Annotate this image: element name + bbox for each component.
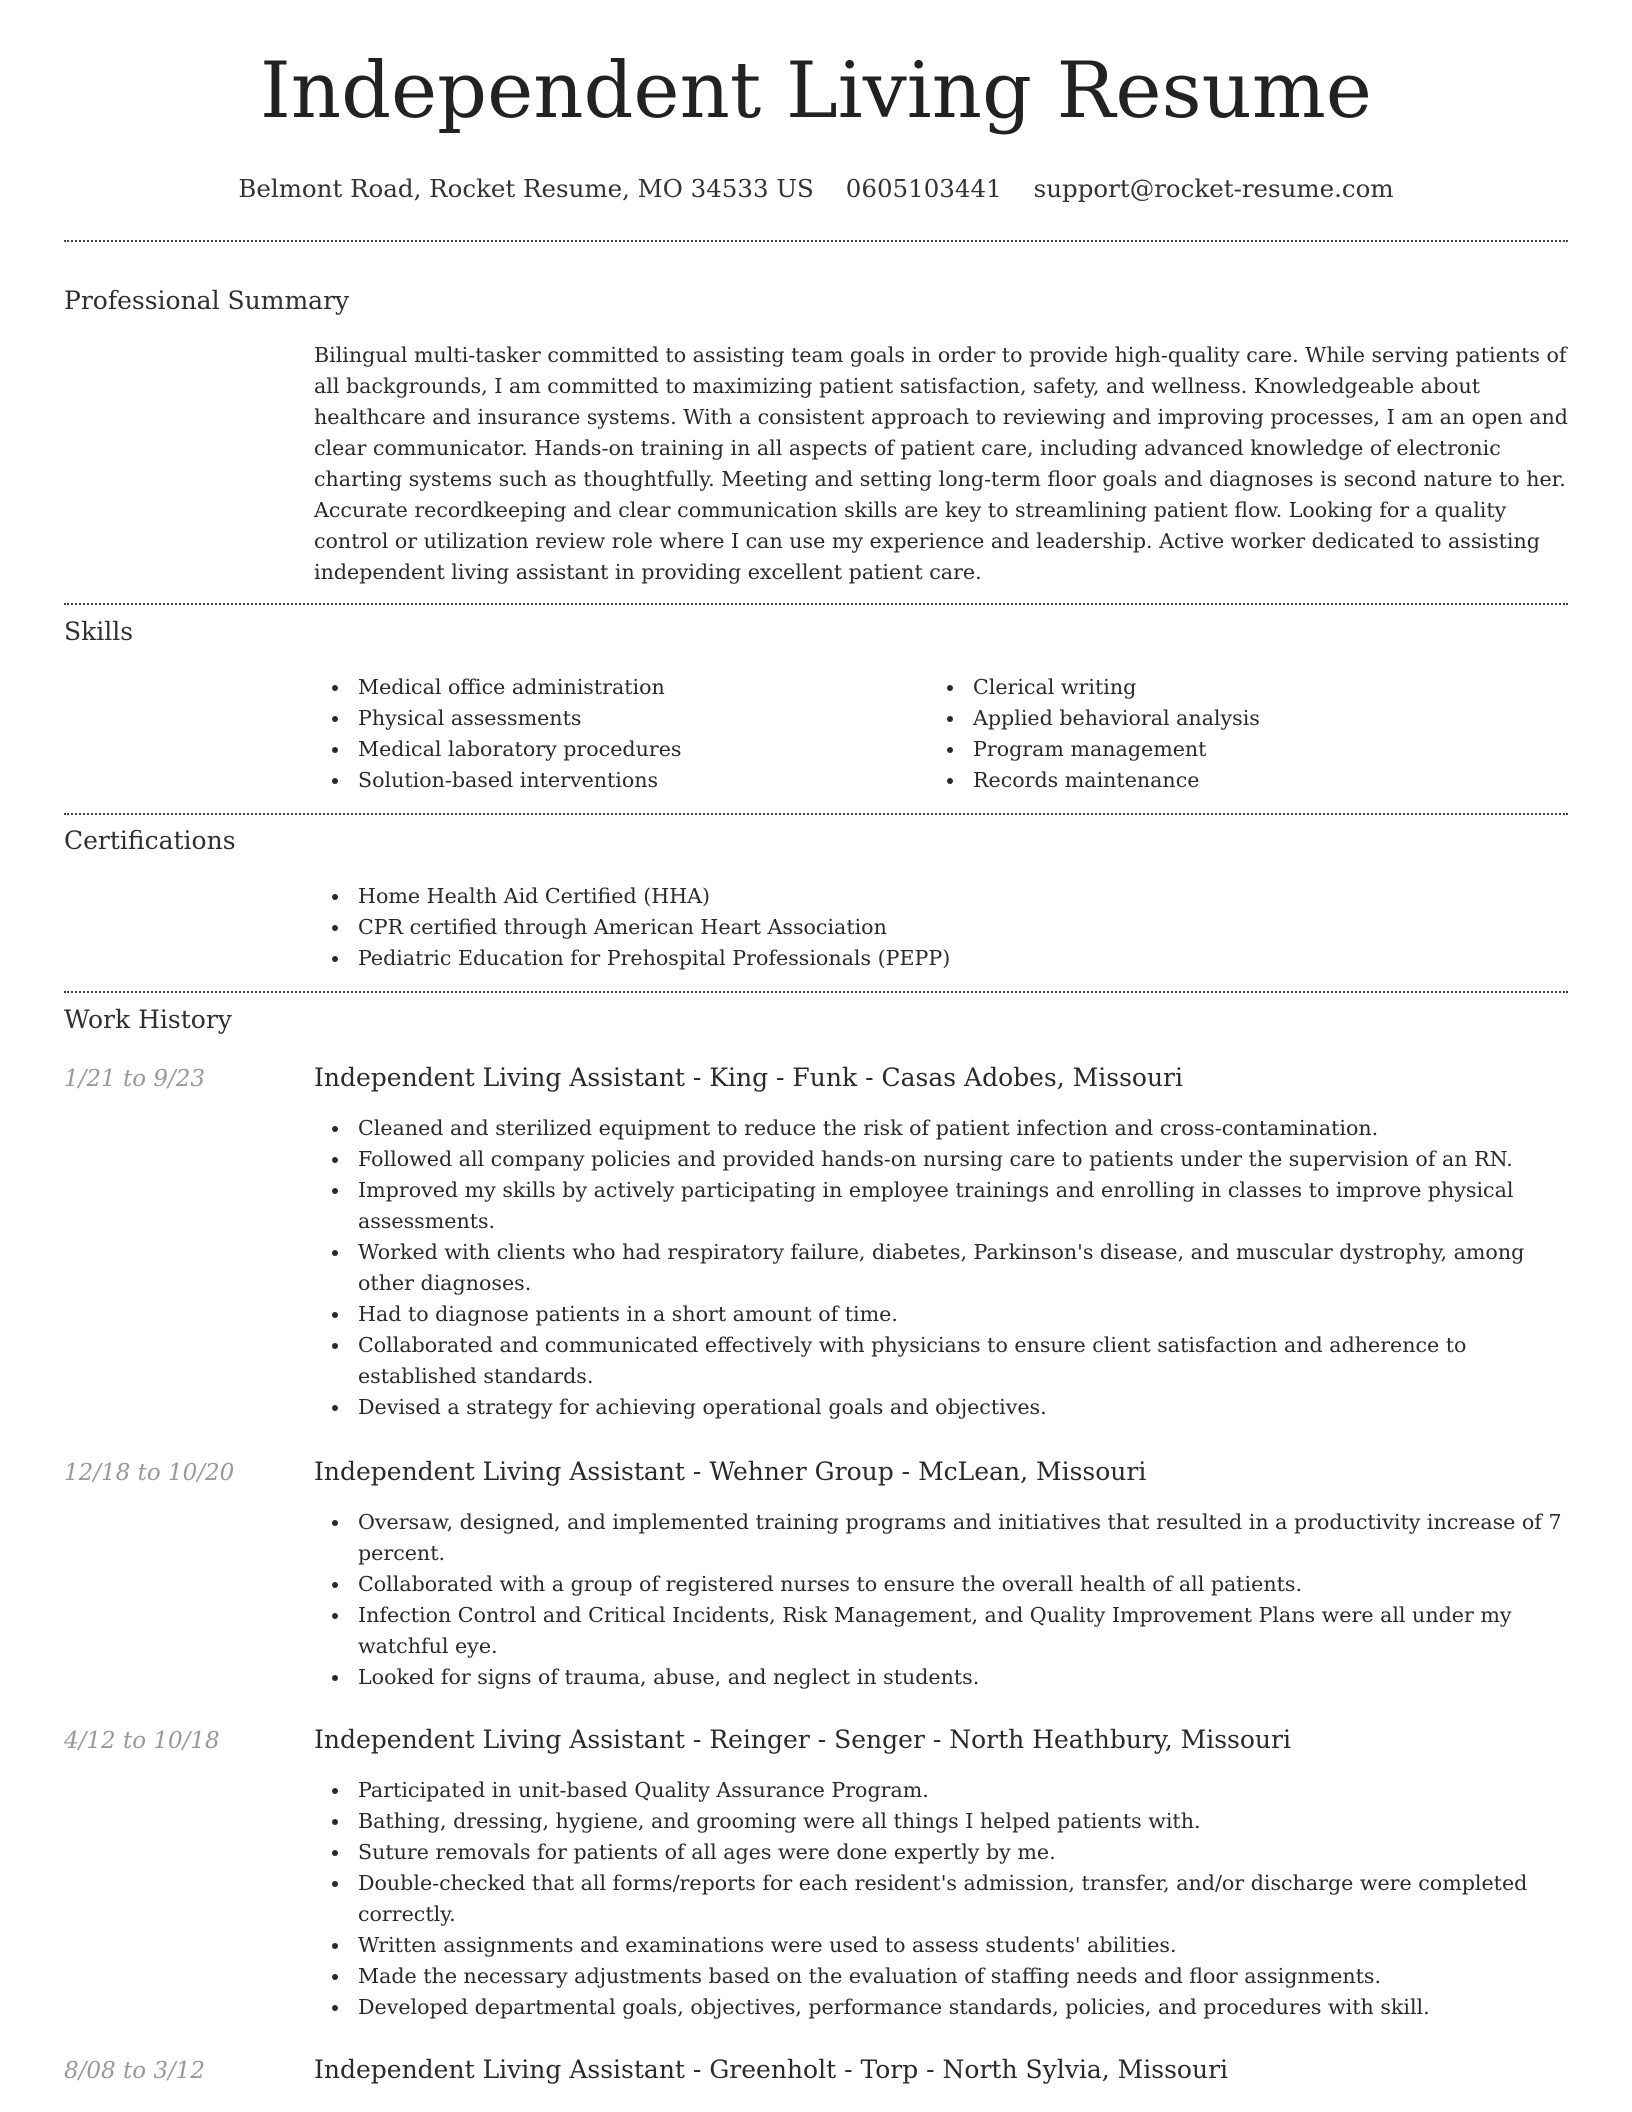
job-bullet: Worked with clients who had respiratory failure, diabetes, Parkinson's disease, and muscular dystrophy, among other diagnoses.: [314, 1237, 1570, 1299]
job-bullet: Cleaned and sterilized equipment to reduce the risk of patient infection and cross-contamination.: [314, 1113, 1570, 1144]
job-bullet: Participated in unit-based Quality Assurance Program.: [314, 1775, 1570, 1806]
certifications-heading: Certifications: [64, 826, 236, 855]
job-bullet: Collaborated with a group of registered nurses to ensure the overall health of all patients.: [314, 1569, 1570, 1600]
job-bullet: Looked for signs of trauma, abuse, and neglect in students.: [314, 1662, 1570, 1693]
certification-item: CPR certified through American Heart Association: [314, 912, 1570, 943]
contact-line: [0, 174, 1632, 204]
job-bullet: Infection Control and Critical Incidents, Risk Management, and Quality Improvement Plans were all under my watchful eye.: [314, 1600, 1570, 1662]
job-bullet: Made the necessary adjustments based on the evaluation of staffing needs and floor assignments.: [314, 1961, 1570, 1992]
skill-item: Clerical writing: [929, 672, 1559, 703]
job-dates: 4/12 to 10/18: [64, 1728, 220, 1754]
job-bullet: Double-checked that all forms/reports for each resident's admission, transfer, and/or discharge were completed correctly.: [314, 1868, 1570, 1930]
skill-item: Medical office administration: [314, 672, 914, 703]
skill-item: Medical laboratory procedures: [314, 734, 914, 765]
contact-address: Belmont Road, Rocket Resume, MO 34533 US: [238, 174, 814, 203]
job-bullet: Oversaw, designed, and implemented training programs and initiatives that resulted in a productivity increase of 7 percent.: [314, 1507, 1570, 1569]
job-bullet: Followed all company policies and provided hands-on nursing care to patients under the supervision of an RN.: [314, 1144, 1570, 1175]
certification-item: Home Health Aid Certified (HHA): [314, 881, 1570, 912]
contact-email: support@rocket-resume.com: [1033, 174, 1394, 203]
contact-phone: 0605103441: [845, 174, 1002, 203]
job-bullet: Developed departmental goals, objectives, performance standards, policies, and procedures with skill.: [314, 1992, 1570, 2023]
section-divider: [64, 603, 1568, 605]
section-divider: [64, 813, 1568, 815]
job-title: Independent Living Assistant - Wehner Group - McLean, Missouri: [314, 1457, 1147, 1486]
certification-item: Pediatric Education for Prehospital Professionals (PEPP): [314, 943, 1570, 974]
job-bullet: Bathing, dressing, hygiene, and grooming were all things I helped patients with.: [314, 1806, 1570, 1837]
job-dates: 12/18 to 10/20: [64, 1460, 235, 1486]
summary-text: Bilingual multi-tasker committed to assisting team goals in order to provide high-quality care. While serving patients of all backgrounds, I am committed to maximizing patient satisfaction, safety, and wellness. Knowledgeable about healthcare and insurance systems. With a consistent approach to reviewing and improving processes, I am an open and clear communicator. Hands-on training in all aspects of patient care, including advanced knowledge of electronic charting systems such as thoughtfully. Meeting and setting long-term floor goals and diagnoses is second nature to her. Accurate recordkeeping and clear communication skills are key to streamlining patient flow. Looking for a quality control or utilization review role where I can use my experience and leadership. Active worker dedicated to assisting independent living assistant in providing excellent patient care.: [314, 343, 1568, 584]
section-divider: [64, 240, 1568, 242]
certifications-list: [314, 881, 1570, 974]
skills-list-left: [314, 672, 914, 796]
job-bullets: [314, 1507, 1570, 1693]
job-bullet: Improved my skills by actively participating in employee trainings and enrolling in classes to improve physical assessments.: [314, 1175, 1570, 1237]
job-dates: 1/21 to 9/23: [64, 1066, 206, 1092]
job-bullet: Devised a strategy for achieving operational goals and objectives.: [314, 1392, 1570, 1423]
work-history-heading: Work History: [64, 1005, 232, 1034]
job-bullets: [314, 1775, 1570, 2023]
resume-title: Independent Living Resume: [260, 46, 1372, 136]
skill-item: Program management: [929, 734, 1559, 765]
skill-item: Records maintenance: [929, 765, 1559, 796]
job-dates: 8/08 to 3/12: [64, 2058, 206, 2084]
job-bullet: Written assignments and examinations were used to assess students' abilities.: [314, 1930, 1570, 1961]
skill-item: Applied behavioral analysis: [929, 703, 1559, 734]
job-bullet: Had to diagnose patients in a short amount of time.: [314, 1299, 1570, 1330]
job-bullets: [314, 1113, 1570, 1423]
job-bullet: Suture removals for patients of all ages were done expertly by me.: [314, 1837, 1570, 1868]
job-title: Independent Living Assistant - King - Funk - Casas Adobes, Missouri: [314, 1063, 1183, 1092]
skill-item: Solution-based interventions: [314, 765, 914, 796]
skill-item: Physical assessments: [314, 703, 914, 734]
skills-heading: Skills: [64, 617, 134, 646]
skills-list-right: [929, 672, 1559, 796]
job-title: Independent Living Assistant - Reinger - Senger - North Heathbury, Missouri: [314, 1725, 1291, 1754]
job-title: Independent Living Assistant - Greenholt - Torp - North Sylvia, Missouri: [314, 2055, 1229, 2084]
summary-heading: Professional Summary: [64, 286, 350, 315]
section-divider: [64, 991, 1568, 993]
job-bullet: Collaborated and communicated effectively with physicians to ensure client satisfaction and adherence to established standards.: [314, 1330, 1570, 1392]
